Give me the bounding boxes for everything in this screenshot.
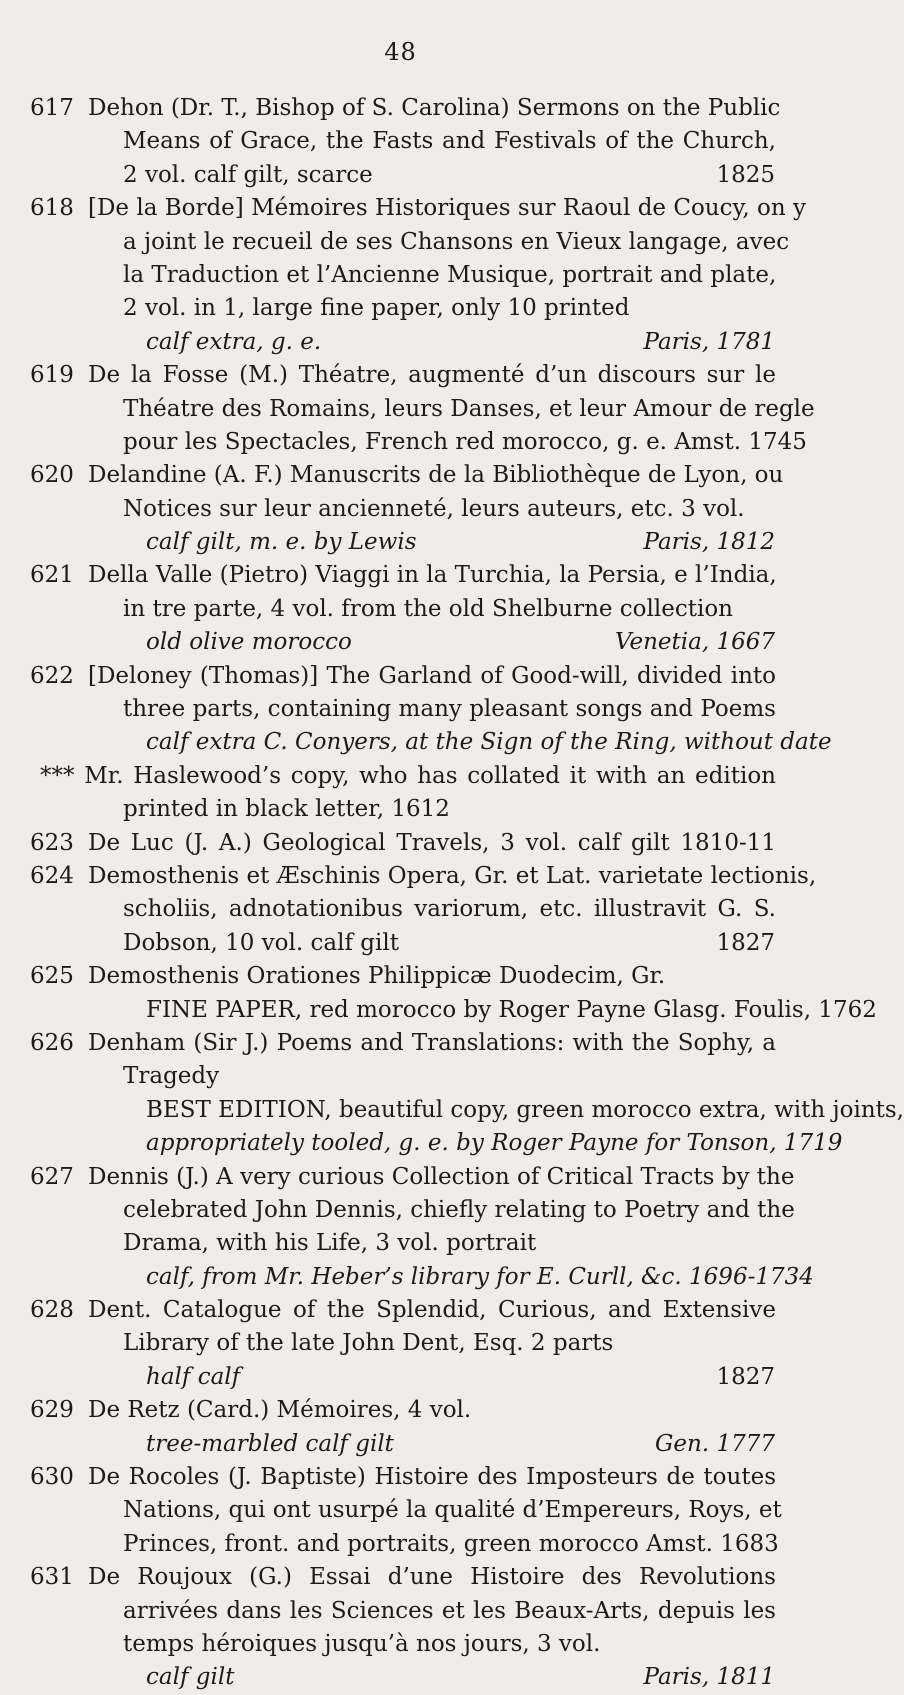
entry-line: appropriately tooled, g. e. by Roger Payne for Tonson, 1719 <box>146 1130 843 1157</box>
entry-line: calf extra C. Conyers, at the Sign of the Ring, without date <box>146 729 832 756</box>
entry-line: De Luc (J. A.) Geological Travels, 3 vol. calf gilt 1810-11 <box>88 829 776 856</box>
entry-line: [De la Borde] Mémoires Historiques sur Raoul de Coucy, on y <box>88 195 807 222</box>
lot-number: 629 <box>30 1397 74 1424</box>
imprint: Paris, 1781 <box>643 328 775 355</box>
collation-note: printed in black letter, 1612 <box>123 796 450 823</box>
entry-line: Demosthenis Orationes Philippicæ Duodecim, Gr. <box>88 963 666 990</box>
entry-line: Dehon (Dr. T., Bishop of S. Carolina) Sermons on the Public <box>88 95 781 121</box>
lot-number: 617 <box>30 95 74 121</box>
lot-number: 624 <box>30 862 74 889</box>
entry-625 <box>0 960 877 1027</box>
binding-text: calf extra, g. e. <box>146 328 322 355</box>
entry-line: [Deloney (Thomas)] The Garland of Good-will, divided into <box>88 662 776 689</box>
lot-number: 620 <box>30 462 74 489</box>
entry-line: FINE PAPER, red morocco by Roger Payne Glasg. Foulis, 1762 <box>146 996 877 1023</box>
lot-number: 619 <box>30 362 74 389</box>
lot-number: 627 <box>30 1163 74 1190</box>
imprint: 1827 <box>716 1363 775 1390</box>
lot-number: 623 <box>30 829 74 856</box>
entry-620 <box>0 459 801 559</box>
imprint: 1825 <box>716 161 775 188</box>
entry-621 <box>0 559 801 659</box>
imprint: Gen. 1777 <box>655 1430 775 1457</box>
entry-line: Library of the late John Dent, Esq. 2 parts <box>123 1330 614 1357</box>
collation-note: *** Mr. Haslewood’s copy, who has collated it with an edition <box>40 762 776 789</box>
entry-619 <box>0 359 815 459</box>
entry-line: Princes, front. and portraits, green morocco Amst. 1683 <box>123 1530 779 1557</box>
binding-text: calf gilt <box>146 1664 235 1691</box>
lot-number: 621 <box>30 562 74 589</box>
lot-number: 618 <box>30 195 74 222</box>
entry-line: De Retz (Card.) Mémoires, 4 vol. <box>88 1397 472 1424</box>
entry-line: scholiis, adnotationibus variorum, etc. illustravit G. S. <box>123 896 776 923</box>
entry-626 <box>0 1027 904 1161</box>
lot-number: 622 <box>30 662 74 689</box>
entry-list <box>0 92 904 1695</box>
entry-617 <box>0 92 801 192</box>
entry-623 <box>0 827 801 860</box>
entry-line: Demosthenis et Æschinis Opera, Gr. et Lat. varietate lectionis, <box>88 862 817 889</box>
entry-line: calf, from Mr. Heber’s library for E. Curll, &c. 1696-1734 <box>146 1263 814 1290</box>
lot-number: 628 <box>30 1297 74 1324</box>
entry-line: Notices sur leur ancienneté, leurs auteurs, etc. 3 vol. <box>123 495 745 522</box>
page-number: 48 <box>384 38 417 66</box>
entry-628 <box>0 1294 801 1394</box>
entry-line: Denham (Sir J.) Poems and Translations: with the Sophy, a <box>88 1029 776 1056</box>
entry-line: 2 vol. in 1, large fine paper, only 10 printed <box>123 295 630 322</box>
entry-618 <box>0 192 807 359</box>
lot-number: 626 <box>30 1029 74 1056</box>
imprint: Paris, 1812 <box>643 529 775 556</box>
entry-line: Dent. Catalogue of the Splendid, Curious, and Extensive <box>88 1297 776 1324</box>
entry-627 <box>0 1161 814 1295</box>
entry-line: BEST EDITION, beautiful copy, green morocco extra, with joints, <box>146 1096 904 1123</box>
imprint: Paris, 1811 <box>643 1664 775 1691</box>
entry-629 <box>0 1394 801 1461</box>
entry-line: De Rocoles (J. Baptiste) Histoire des Imposteurs de toutes <box>88 1464 776 1491</box>
entry-line: three parts, containing many pleasant songs and Poems <box>123 696 776 723</box>
entry-line: De Roujoux (G.) Essai d’une Histoire des Revolutions <box>88 1564 776 1591</box>
entry-line: Théatre des Romains, leurs Danses, et leur Amour de regle <box>123 395 815 422</box>
entry-line: Tragedy <box>123 1063 220 1090</box>
binding-text: old olive morocco <box>146 629 352 656</box>
entry-line: Means of Grace, the Fasts and Festivals of the Church, <box>123 128 776 155</box>
entry-line: in tre parte, 4 vol. from the old Shelburne collection <box>123 595 733 622</box>
binding-text: tree-marbled calf gilt <box>146 1430 394 1457</box>
lot-number: 631 <box>30 1564 74 1591</box>
entry-line: a joint le recueil de ses Chansons en Vieux langage, avec <box>123 228 790 255</box>
entry-line: arrivées dans les Sciences et les Beaux-Arts, depuis les <box>123 1597 776 1624</box>
lot-number: 625 <box>30 963 74 990</box>
binding-text: half calf <box>146 1363 241 1390</box>
entry-line: De la Fosse (M.) Théatre, augmenté d’un discours sur le <box>88 362 776 389</box>
entry-line: temps héroiques jusqu’à nos jours, 3 vol. <box>123 1630 601 1657</box>
imprint: Venetia, 1667 <box>614 629 775 656</box>
binding-text: Dobson, 10 vol. calf gilt <box>123 929 399 956</box>
imprint: 1827 <box>716 929 775 956</box>
entry-631 <box>0 1561 801 1695</box>
entry-624 <box>0 860 817 960</box>
entry-line: Delandine (A. F.) Manuscrits de la Bibliothèque de Lyon, ou <box>88 462 784 489</box>
entry-line: pour les Spectacles, French red morocco, g. e. Amst. 1745 <box>123 428 807 455</box>
entry-630 <box>0 1461 801 1561</box>
entry-line: Drama, with his Life, 3 vol. portrait <box>123 1230 537 1257</box>
binding-text: calf gilt, m. e. by Lewis <box>146 529 417 556</box>
entry-line: Dennis (J.) A very curious Collection of Critical Tracts by the <box>88 1163 795 1190</box>
entry-line: celebrated John Dennis, chiefly relating to Poetry and the <box>123 1196 795 1223</box>
lot-number: 630 <box>30 1464 74 1491</box>
binding-text: 2 vol. calf gilt, scarce <box>123 161 373 188</box>
entry-line: la Traduction et l’Ancienne Musique, portrait and plate, <box>123 261 777 288</box>
entry-line: Della Valle (Pietro) Viaggi in la Turchia, la Persia, e l’India, <box>88 562 777 589</box>
entry-line: Nations, qui ont usurpé la qualité d’Empereurs, Roys, et <box>123 1497 782 1524</box>
entry-622 <box>0 660 832 827</box>
